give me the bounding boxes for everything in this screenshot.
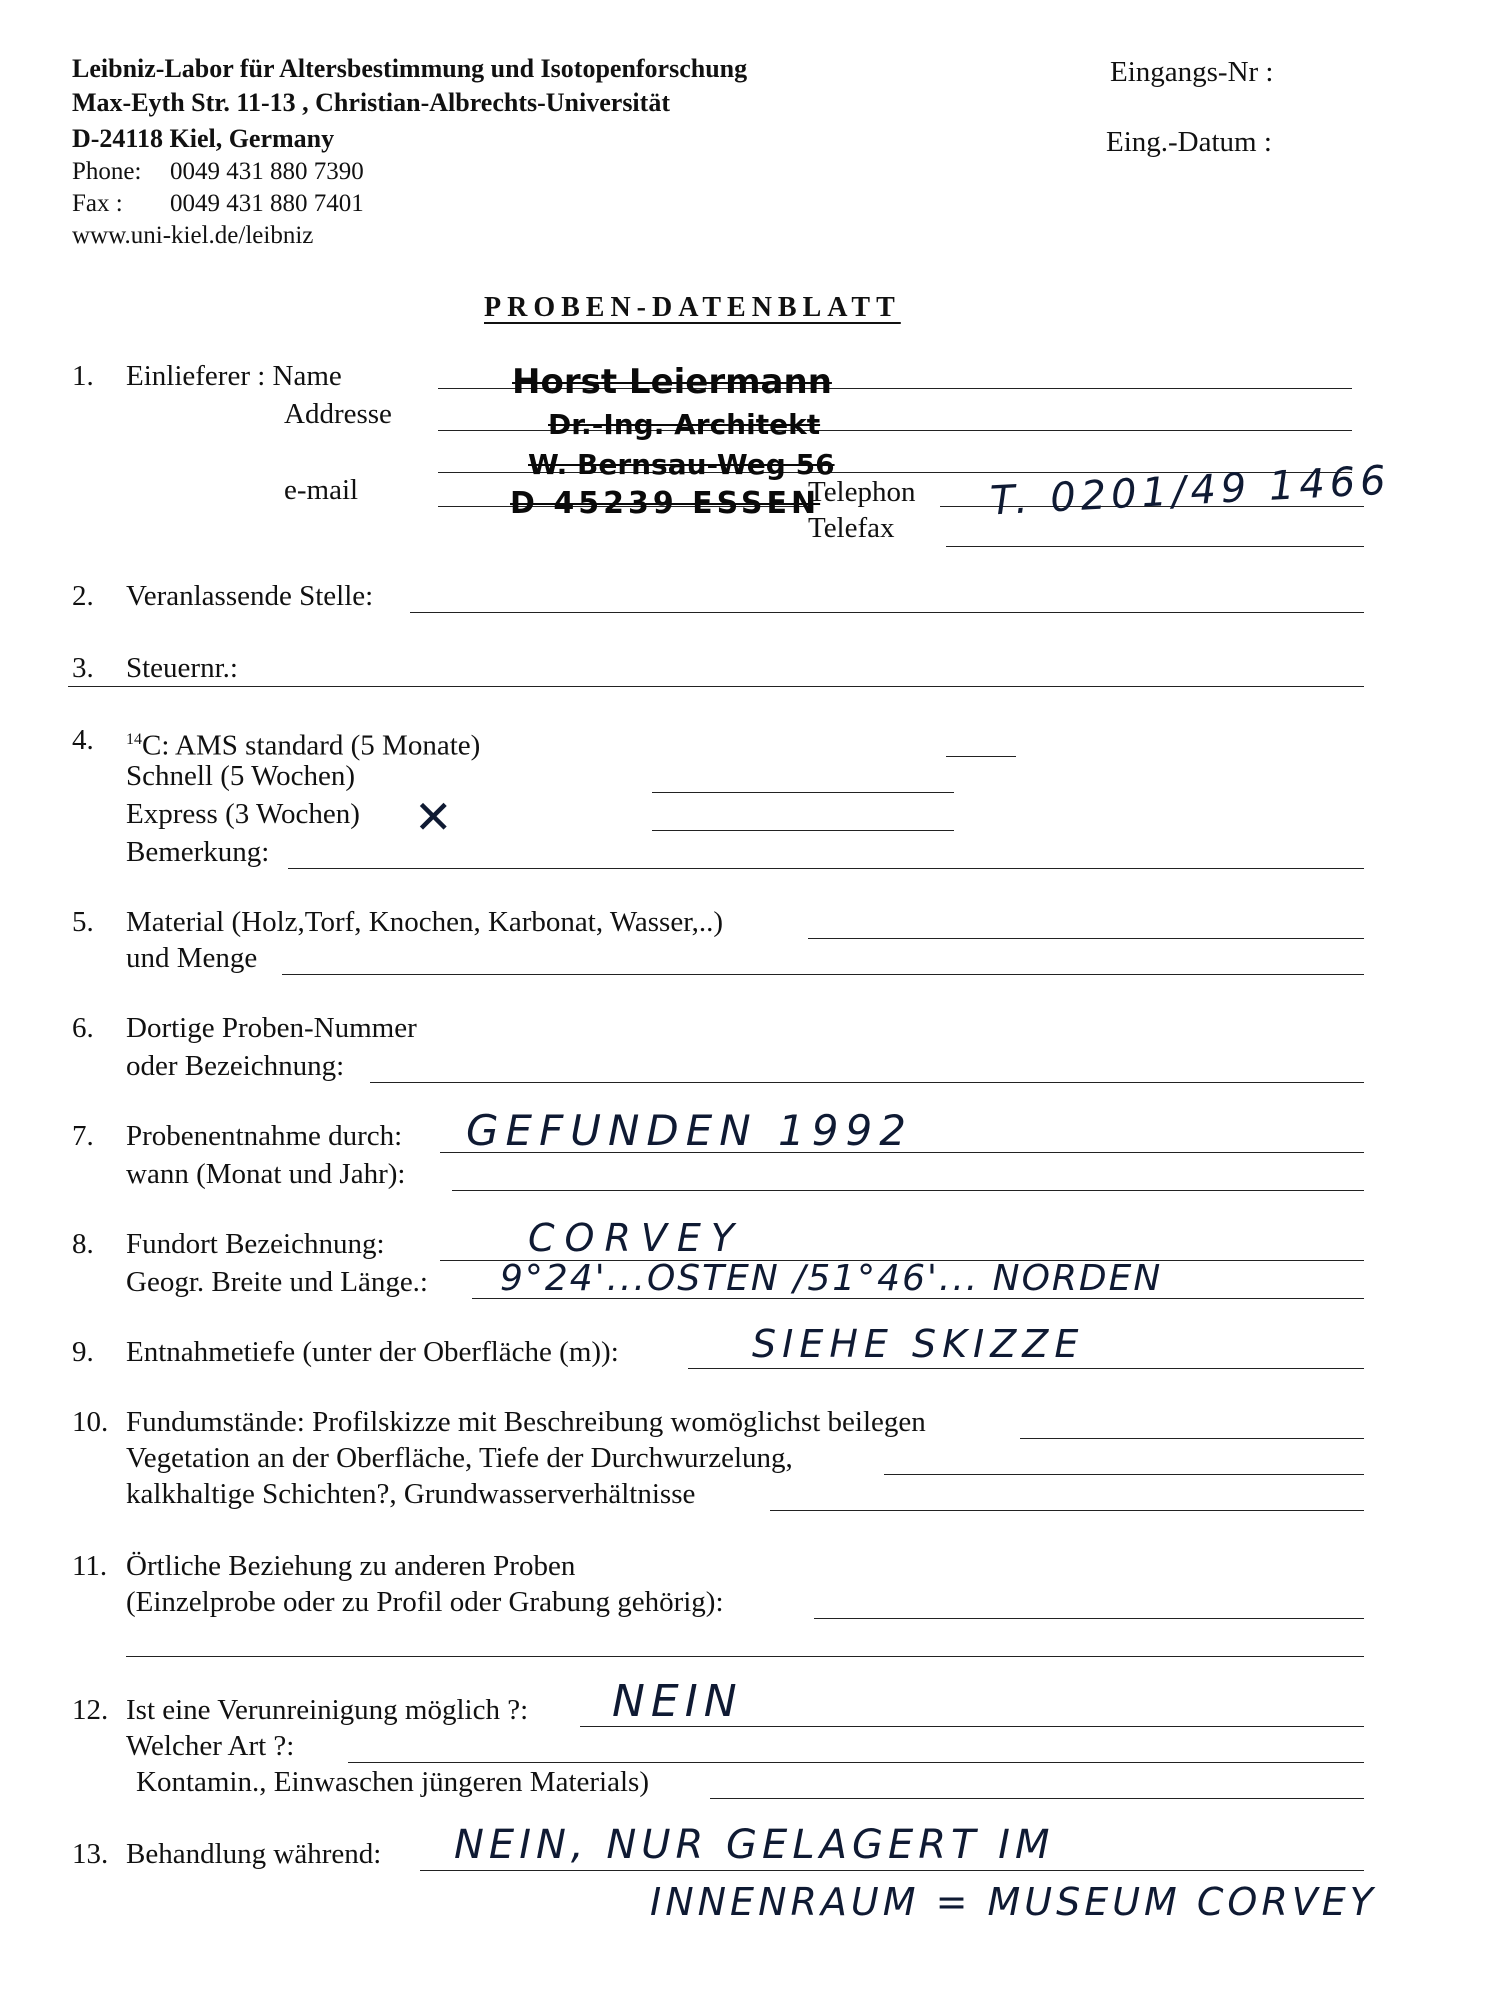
einlieferer-name-label: Einlieferer : Name xyxy=(126,360,342,392)
behandlung-label: Behandlung während: xyxy=(126,1838,382,1870)
section-7-number: 7. xyxy=(72,1120,94,1152)
telephon-label: Telephon xyxy=(808,476,916,508)
behandlung-line[interactable] xyxy=(420,1870,1364,1871)
menge-line[interactable] xyxy=(282,974,1364,975)
section-1-number: 1. xyxy=(72,360,94,392)
section-12-number: 12. xyxy=(72,1694,109,1726)
verunreinigung-label: Ist eine Verunreinigung möglich ?: xyxy=(126,1694,529,1726)
fundumstaende-line[interactable] xyxy=(1020,1438,1364,1439)
ams-standard-text: C: AMS standard (5 Monate) xyxy=(142,729,481,762)
kalkhaltige-line[interactable] xyxy=(770,1510,1364,1511)
section-11-number: 11. xyxy=(72,1550,108,1582)
bezeichnung-label: oder Bezeichnung: xyxy=(126,1050,345,1082)
section-3-number: 3. xyxy=(72,652,94,684)
express-label: Express (3 Wochen) xyxy=(126,798,360,830)
stamp-street: W. Bernsau-Weg 56 xyxy=(528,448,835,481)
bemerkung-label: Bemerkung: xyxy=(126,836,270,868)
section-13-number: 13. xyxy=(72,1838,109,1870)
menge-label: und Menge xyxy=(126,942,258,974)
form-title: PROBEN-DATENBLATT xyxy=(484,292,901,323)
handwritten-fundort: CORVEY xyxy=(528,1216,745,1260)
handwritten-probenentnahme: GEFUNDEN 1992 xyxy=(466,1106,913,1155)
kalkhaltige-label: kalkhaltige Schichten?, Grundwasserverhältnisse xyxy=(126,1478,696,1510)
handwritten-entnahmetiefe: SIEHE SKIZZE xyxy=(752,1322,1085,1366)
handwritten-phone: T. 0201/49 1466 xyxy=(989,457,1392,525)
ams-standard-line[interactable] xyxy=(946,756,1016,757)
fax-label: Fax : xyxy=(72,190,123,217)
kontamin-label: Kontamin., Einwaschen jüngeren Materials) xyxy=(136,1766,649,1798)
oertliche-beziehung-label: Örtliche Beziehung zu anderen Proben xyxy=(126,1550,576,1582)
express-check-mark: ✕ xyxy=(414,790,458,844)
material-line[interactable] xyxy=(808,938,1364,939)
fax-number: 0049 431 880 7401 xyxy=(170,190,364,217)
handwritten-behandlung-line2: INNENRAUM = MUSEUM CORVEY xyxy=(650,1880,1377,1924)
eingangs-nr-label: Eingangs-Nr : xyxy=(1110,56,1274,88)
phone-label: Phone: xyxy=(72,158,142,185)
section-8-number: 8. xyxy=(72,1228,94,1260)
einzelprobe-label: (Einzelprobe oder zu Profil oder Grabung gehörig): xyxy=(126,1586,724,1618)
fundumstaende-label: Fundumstände: Profilskizze mit Beschreibung womöglichst beilegen xyxy=(126,1406,926,1438)
material-label: Material (Holz,Torf, Knochen, Karbonat, Wasser,..) xyxy=(126,906,724,938)
telefax-line[interactable] xyxy=(946,546,1364,547)
addresse-label: Addresse xyxy=(284,398,392,430)
welcher-art-line[interactable] xyxy=(348,1762,1364,1763)
handwritten-coordinates: 9°24'...OSTEN /51°46'... NORDEN xyxy=(500,1258,1163,1299)
lab-address-line1: Max-Eyth Str. 11-13 , Christian-Albrechts-Universität xyxy=(72,88,670,117)
kontamin-line[interactable] xyxy=(710,1798,1364,1799)
express-line[interactable] xyxy=(652,830,954,831)
veranlassende-stelle-label: Veranlassende Stelle: xyxy=(126,580,374,612)
stamp-name: Horst Leiermann xyxy=(512,362,832,402)
einzelprobe-line[interactable] xyxy=(814,1618,1364,1619)
veranlassende-stelle-line[interactable] xyxy=(410,612,1364,613)
lab-name: Leibniz-Labor für Altersbestimmung und Isotopenforschung xyxy=(72,54,748,83)
email-label: e-mail xyxy=(284,474,359,506)
probenentnahme-label: Probenentnahme durch: xyxy=(126,1120,403,1152)
lab-address-line2: D-24118 Kiel, Germany xyxy=(72,124,335,153)
geogr-label: Geogr. Breite und Länge.: xyxy=(126,1266,428,1298)
welcher-art-label: Welcher Art ?: xyxy=(126,1730,295,1762)
website: www.uni-kiel.de/leibniz xyxy=(72,222,314,249)
wann-label: wann (Monat und Jahr): xyxy=(126,1158,406,1190)
proben-nummer-label: Dortige Proben-Nummer xyxy=(126,1012,417,1044)
steuernr-line[interactable] xyxy=(68,686,1364,687)
section-10-number: 10. xyxy=(72,1406,109,1438)
section-5-number: 5. xyxy=(72,906,94,938)
fundort-label: Fundort Bezeichnung: xyxy=(126,1228,385,1260)
section-4-number: 4. xyxy=(72,724,94,756)
entnahmetiefe-label: Entnahmetiefe (unter der Oberfläche (m)): xyxy=(126,1336,619,1368)
wann-line[interactable] xyxy=(452,1190,1364,1191)
c14-superscript: 14 xyxy=(126,731,142,748)
phone-number: 0049 431 880 7390 xyxy=(170,158,364,185)
section-2-number: 2. xyxy=(72,580,94,612)
section-9-number: 9. xyxy=(72,1336,94,1368)
telefax-label: Telefax xyxy=(808,512,895,544)
vegetation-line[interactable] xyxy=(884,1474,1364,1475)
bezeichnung-line[interactable] xyxy=(370,1082,1364,1083)
handwritten-verunreinigung: NEIN xyxy=(612,1676,743,1727)
stamp-city: D 45239 ESSEN xyxy=(510,486,821,521)
stamp-title: Dr.-Ing. Architekt xyxy=(548,408,821,441)
bemerkung-line[interactable] xyxy=(288,868,1364,869)
steuernr-label: Steuernr.: xyxy=(126,652,238,684)
section-6-number: 6. xyxy=(72,1012,94,1044)
handwritten-behandlung-line1: NEIN, NUR GELAGERT IM xyxy=(454,1822,1055,1868)
vegetation-label: Vegetation an der Oberfläche, Tiefe der Durchwurzelung, xyxy=(126,1442,793,1474)
schnell-label: Schnell (5 Wochen) xyxy=(126,760,356,792)
entnahmetiefe-line[interactable] xyxy=(688,1368,1364,1369)
eing-datum-label: Eing.-Datum : xyxy=(1106,126,1272,158)
beziehung-extra-line[interactable] xyxy=(126,1656,1364,1657)
schnell-line[interactable] xyxy=(652,792,954,793)
